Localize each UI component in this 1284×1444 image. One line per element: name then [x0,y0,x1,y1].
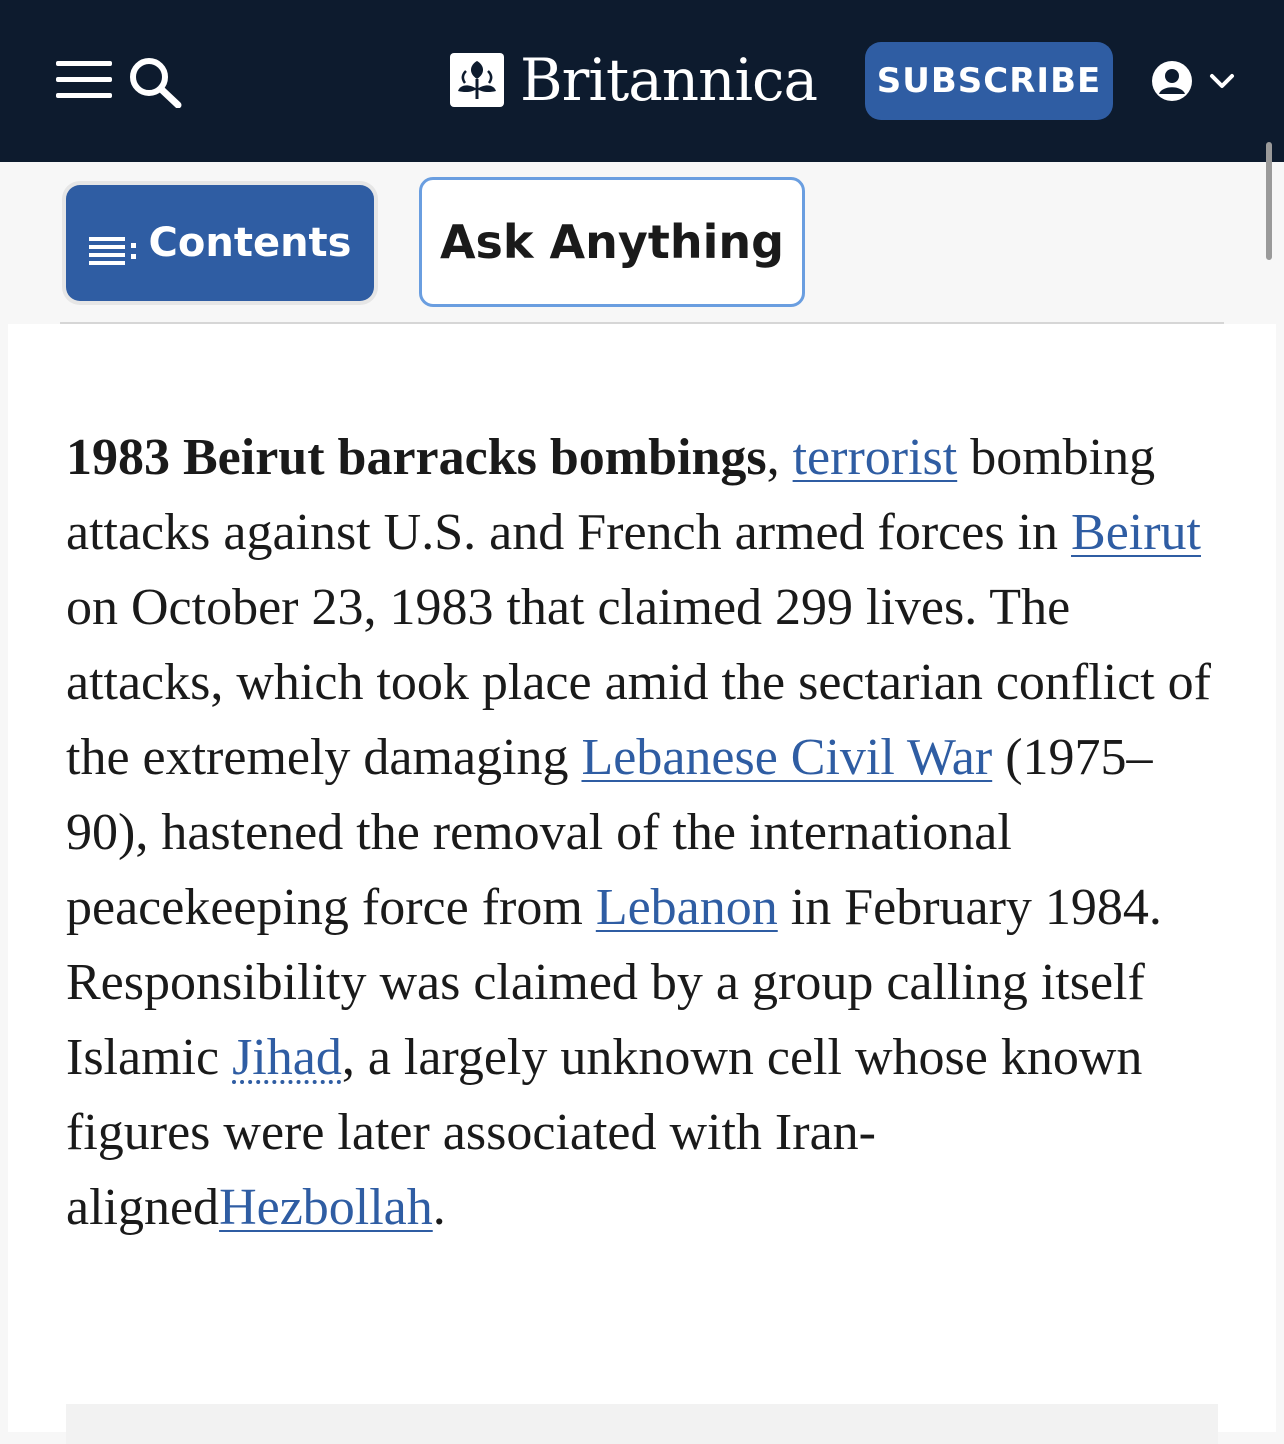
link-lebanese-civil-war[interactable]: Lebanese Civil War [581,729,993,786]
hamburger-menu-icon[interactable] [56,61,112,99]
top-navigation-bar [0,0,1284,162]
text-run: , a largely unknown cell whose known figures were later associated with Iran-aligned [66,1029,1143,1236]
link-lebanon[interactable]: Lebanon [595,879,778,936]
account-menu[interactable] [1150,60,1240,102]
contents-label: Contents [148,220,352,266]
subscribe-button[interactable]: SUBSCRIBE [865,42,1113,120]
text-run: in February 1984. Responsibility was claimed by a group calling itself Islamic [66,879,1162,1086]
next-section-box [66,1404,1218,1444]
text-run: bombing attacks against U.S. and French armed forces in [66,429,1156,561]
contents-button[interactable] [66,185,374,301]
user-circle-icon [1150,60,1240,102]
britannica-logo[interactable] [450,46,818,114]
text-run: . [432,1179,446,1236]
link-beirut[interactable]: Beirut [1071,504,1201,561]
thistle-logo-icon [450,53,504,107]
brand-name: Britannica [520,46,818,114]
scrollbar-thumb[interactable] [1266,142,1272,260]
article-title: 1983 Beirut barracks bombings [66,429,767,486]
contents-list-icon [89,229,139,257]
link-jihad[interactable]: Jihad [232,1029,342,1086]
ask-anything-button[interactable]: Ask Anything [419,177,805,307]
text-run: , [766,429,793,486]
text-run: on October 23, 1983 that claimed 299 lives. The attacks, which took place amid the sectarian conflict of the extremely damaging [66,579,1211,786]
search-icon[interactable] [128,56,182,108]
article-toolbar [60,162,1224,324]
link-hezbollah[interactable]: Hezbollah [219,1179,433,1236]
link-terrorist[interactable]: terrorist [792,429,958,486]
article-intro-paragraph [66,420,1226,1245]
text-run: (1975–90), hastened the removal of the international peacekeeping force from [66,729,1153,936]
article-body [8,324,1276,1432]
